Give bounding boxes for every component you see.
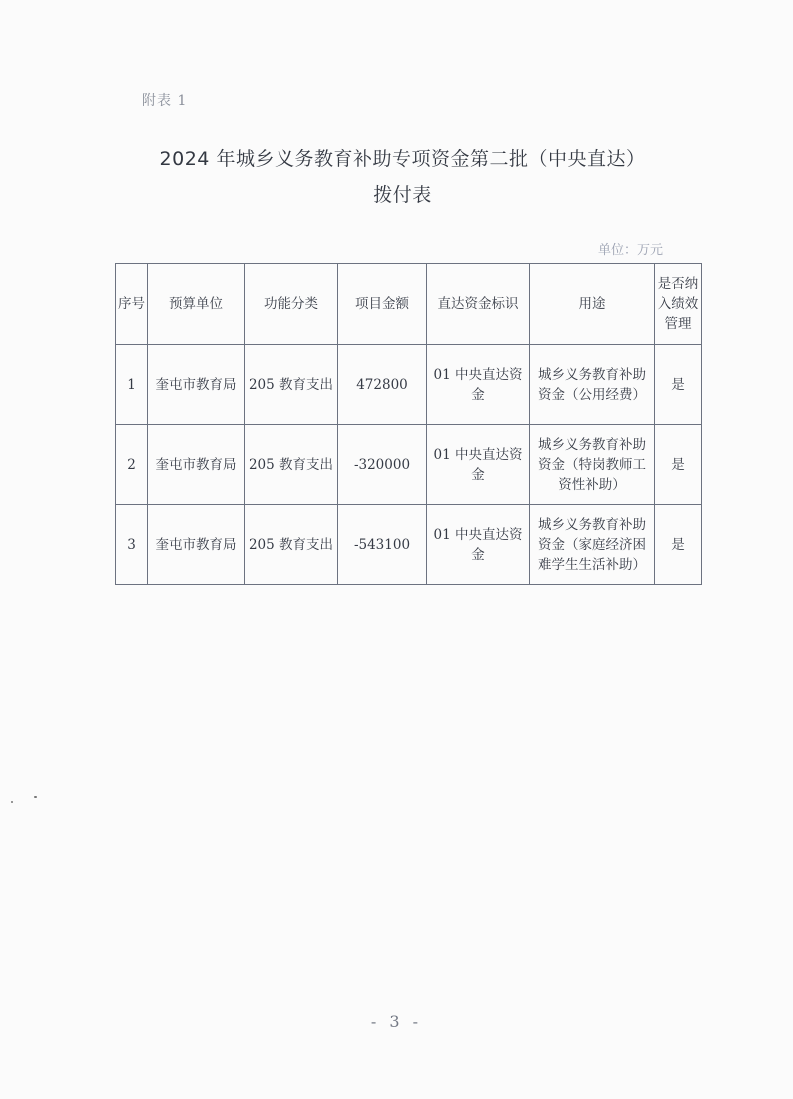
table-row	[116, 345, 702, 425]
header-function-class: 功能分类	[245, 264, 338, 345]
unit-label: 单位：万元	[598, 243, 664, 258]
row-budget-unit: 奎屯市教育局	[148, 425, 245, 505]
row-function-class: 205 教育支出	[245, 345, 338, 425]
row-performance: 是	[655, 345, 702, 425]
row-purpose: 城乡义务教育补助资金（家庭经济困难学生生活补助）	[530, 505, 655, 585]
row-seq: 3	[116, 505, 148, 585]
row-budget-unit: 奎屯市教育局	[148, 345, 245, 425]
row-budget-unit: 奎屯市教育局	[148, 505, 245, 585]
row-fund-mark: 01 中央直达资金	[427, 425, 530, 505]
table-row	[116, 425, 702, 505]
row-amount: -320000	[338, 425, 427, 505]
row-amount: 472800	[338, 345, 427, 425]
scan-speck	[11, 801, 13, 803]
table-row	[116, 505, 702, 585]
row-performance: 是	[655, 505, 702, 585]
header-budget-unit: 预算单位	[148, 264, 245, 345]
row-amount: -543100	[338, 505, 427, 585]
table-header-row	[116, 264, 702, 345]
row-function-class: 205 教育支出	[245, 425, 338, 505]
allocation-table	[115, 263, 702, 585]
header-fund-mark: 直达资金标识	[427, 264, 530, 345]
header-purpose: 用途	[530, 264, 655, 345]
header-performance: 是否纳入绩效管理	[655, 264, 702, 345]
row-function-class: 205 教育支出	[245, 505, 338, 585]
row-purpose: 城乡义务教育补助资金（公用经费）	[530, 345, 655, 425]
header-seq: 序号	[116, 264, 148, 345]
attachment-label: 附表 1	[142, 93, 188, 109]
row-fund-mark: 01 中央直达资金	[427, 505, 530, 585]
row-fund-mark: 01 中央直达资金	[427, 345, 530, 425]
document-title-line2: 拨付表	[373, 184, 432, 206]
row-performance: 是	[655, 425, 702, 505]
scan-speck	[34, 796, 37, 798]
page-number: - 3 -	[370, 1012, 423, 1031]
document-title: 2024 年城乡义务教育补助专项资金第二批（中央直达）	[159, 148, 646, 170]
row-seq: 1	[116, 345, 148, 425]
row-seq: 2	[116, 425, 148, 505]
header-amount: 项目金额	[338, 264, 427, 345]
row-purpose: 城乡义务教育补助资金（特岗教师工资性补助）	[530, 425, 655, 505]
